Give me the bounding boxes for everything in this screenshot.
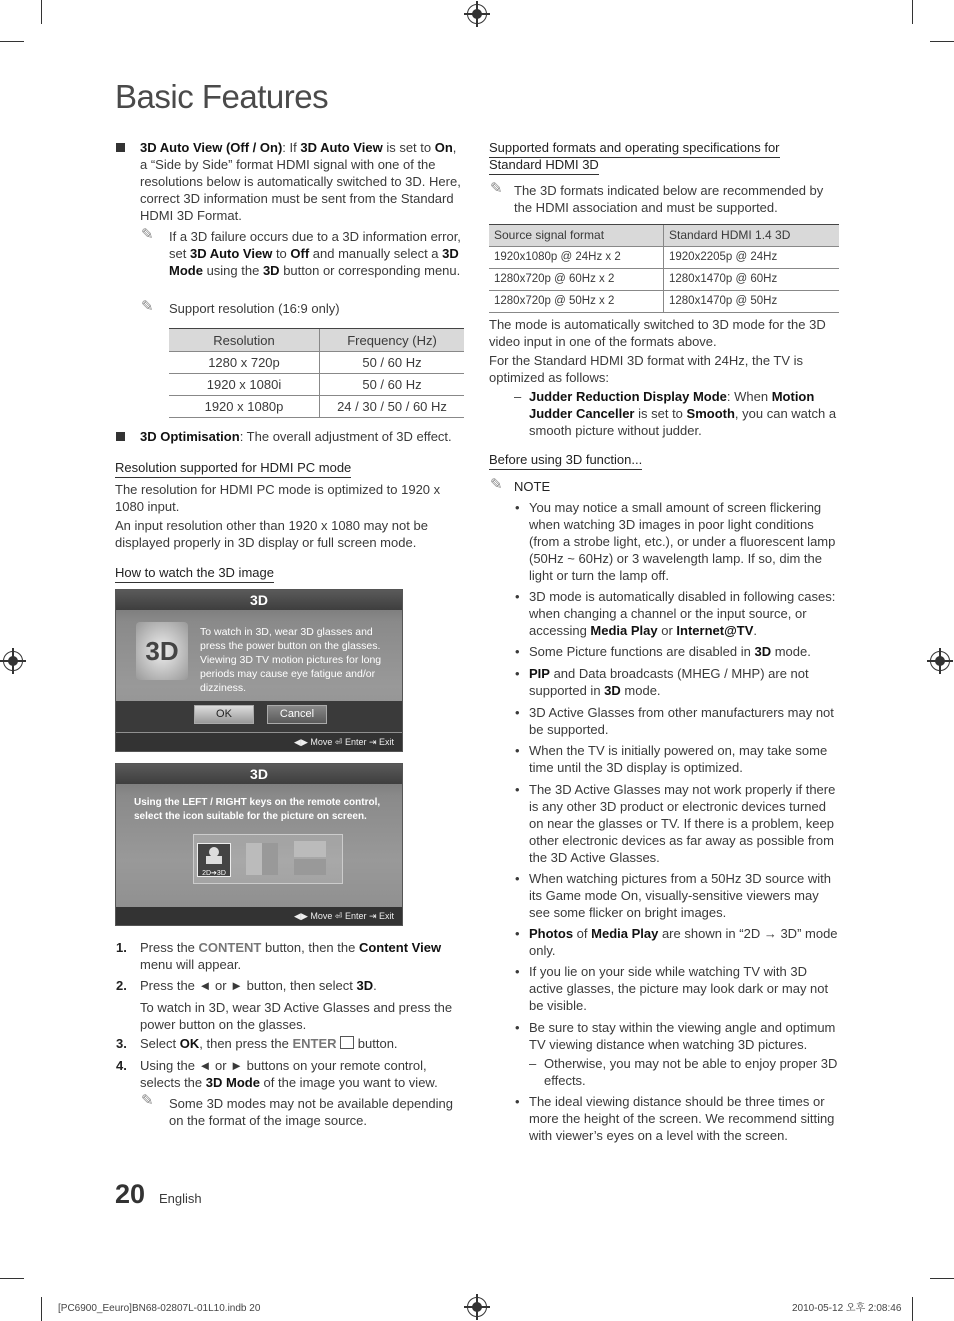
osd-button-bar: [116, 701, 402, 732]
resolution-table: [169, 328, 464, 418]
crop-mark: [930, 41, 954, 42]
section-heading: Before using 3D function...: [489, 451, 642, 468]
note-label: NOTE: [514, 479, 551, 494]
auto-view-note: If a 3D failure occurs due to a 3D information error, set 3D Auto View to Off and manually select a 3D Mode using the 3D button or corresponding menu.: [169, 229, 461, 278]
bullet-square-icon: [116, 432, 125, 441]
table-row: [489, 291, 839, 313]
registration-mark-icon: [467, 1297, 487, 1317]
note-item: Be sure to stay within the viewing angle and optimum TV viewing distance when watching 3D pictures.: [529, 1020, 836, 1052]
samsung-3d-logo-icon: 3D: [136, 622, 188, 680]
table-cell: 1920x2205p @ 24Hz: [664, 247, 840, 269]
formats-note: The 3D formats indicated below are recommended by the HDMI association and must be supported.: [514, 183, 824, 215]
note-item: PIP and Data broadcasts (MHEG / MHP) are not supported in 3D mode.: [529, 666, 809, 698]
table-cell: 24 / 30 / 50 / 60 Hz: [320, 396, 465, 418]
bullet-dot: •: [515, 782, 520, 797]
table-cell: 1920x1080p @ 24Hz x 2: [489, 247, 664, 269]
step-2-detail: To watch in 3D, wear 3D Active Glasses and press the power button on the glasses.: [140, 1000, 453, 1032]
page-title: Basic Features: [115, 78, 329, 115]
osd-message: To watch in 3D, wear 3D glasses and press the power button on the glasses. Viewing 3D TV motion pictures for long periods may cause eye fatigue and/or dizziness.: [200, 626, 382, 694]
mode-icon-panel: [193, 834, 343, 884]
registration-mark-icon: [3, 651, 23, 671]
note-item: If you lie on your side while watching TV with 3D active glasses, the picture may look dark or may not be visible.: [529, 964, 829, 1013]
step-1: Press the CONTENT button, then the Content View menu will appear.: [140, 940, 442, 972]
bullet-dot: •: [515, 705, 520, 720]
step-number: 1.: [116, 940, 127, 955]
crop-mark: [0, 41, 24, 42]
mode-2d-3d-icon[interactable]: 2D➔3D: [197, 843, 231, 877]
bullet-dot: •: [515, 500, 520, 515]
registration-mark-icon: [467, 4, 487, 24]
note-item: When watching pictures from a 50Hz 3D source with its Game mode On, visually-sensitive viewers may see some flicker on bright images.: [529, 871, 832, 920]
table-cell: 1280x1470p @ 50Hz: [664, 291, 840, 313]
registration-mark-icon: [930, 651, 950, 671]
bullet-dot: •: [515, 666, 520, 681]
page-language: English: [159, 1191, 202, 1206]
formats-paragraph: The mode is automatically switched to 3D mode for the 3D video input in one of the formats above.: [489, 317, 826, 349]
table-cell: 1280x720p @ 60Hz x 2: [489, 269, 664, 291]
table-header: Standard HDMI 1.4 3D: [664, 225, 840, 247]
crop-mark: [41, 1297, 42, 1321]
crop-mark: [912, 1297, 913, 1321]
note-item: When the TV is initially powered on, may take some time until the 3D display is optimized.: [529, 743, 828, 775]
table-row: [489, 247, 839, 269]
bullet-dot: •: [515, 871, 520, 886]
crop-mark: [0, 1278, 24, 1279]
osd-3d-mode-screenshot: [115, 763, 403, 926]
note-pencil-icon: ✎: [490, 476, 503, 493]
step-number: 4.: [116, 1058, 127, 1073]
section-heading: How to watch the 3D image: [115, 564, 274, 581]
mode-side-by-side-icon[interactable]: [246, 843, 278, 875]
table-cell: 50 / 60 Hz: [320, 374, 465, 396]
table-header: Source signal format: [489, 225, 664, 247]
table-row: [169, 374, 464, 396]
step-number: 3.: [116, 1036, 127, 1051]
enter-key-icon: [340, 1036, 354, 1049]
note-item: 3D mode is automatically disabled in following cases: when changing a channel or the input source, or accessing Media Play or Internet@TV.: [529, 589, 836, 638]
bullet-dot: •: [515, 926, 520, 941]
table-cell: 1920 x 1080i: [169, 374, 320, 396]
dash-bullet: –: [514, 389, 522, 404]
optimisation-paragraph: 3D Optimisation: The overall adjustment of 3D effect.: [140, 429, 452, 444]
bullet-dot: •: [515, 743, 520, 758]
bullet-dot: •: [515, 1020, 520, 1035]
note-item: The 3D Active Glasses may not work properly if there is any other 3D product or electronic devices turned on near the glasses or TV. If there is a problem, keep other electronic devices as far away as possible from the 3D Active Glasses.: [529, 782, 836, 865]
bullet-dot: •: [515, 589, 520, 604]
osd-navigation-bar: ◀▶ Move ⏎ Enter ⇥ Exit: [116, 907, 402, 925]
step-note: Some 3D modes may not be available depending on the format of the image source.: [169, 1096, 454, 1128]
pc-mode-paragraph: The resolution for HDMI PC mode is optimized to 1920 x 1080 input.: [115, 482, 441, 514]
step-3: Select OK, then press the ENTER button.: [140, 1036, 398, 1051]
judder-item: Judder Reduction Display Mode: When Motion Judder Canceller is set to Smooth, you can watch a smooth picture without judder.: [529, 389, 837, 438]
note-pencil-icon: ✎: [141, 1092, 154, 1109]
bullet-dot: •: [515, 964, 520, 979]
pc-mode-paragraph: An input resolution other than 1920 x 1080 may not be displayed properly in 3D display or full screen mode.: [115, 518, 428, 550]
auto-view-paragraph: 3D Auto View (Off / On): If 3D Auto View is set to On, a “Side by Side” format HDMI signal with one of the resolutions below is automatically switched to 3D. Here, correct 3D information must be sent from the Standard HDMI 3D Format.: [140, 140, 461, 223]
note-item: 3D Active Glasses from other manufacturers may not be supported.: [529, 705, 834, 737]
osd-3d-warning-screenshot: [115, 589, 403, 752]
note-pencil-icon: ✎: [141, 226, 154, 243]
mode-top-bottom-icon[interactable]: [294, 841, 326, 875]
bullet-dot: •: [515, 1094, 520, 1109]
osd-navigation-bar: ◀▶ Move ⏎ Enter ⇥ Exit: [116, 733, 402, 751]
osd-message: Using the LEFT / RIGHT keys on the remote control, select the icon suitable for the picture on screen.: [134, 797, 381, 822]
crop-mark: [912, 0, 913, 24]
ok-button[interactable]: OK: [194, 705, 254, 724]
page-number: 20: [115, 1179, 146, 1209]
step-4: Using the ◄ or ► buttons on your remote control, selects the 3D Mode of the image you want to view.: [140, 1058, 438, 1090]
note-pencil-icon: ✎: [490, 180, 503, 197]
note-item: Photos of Media Play are shown in “2D → 3D” mode only.: [529, 926, 838, 958]
section-heading: Resolution supported for HDMI PC mode: [115, 459, 351, 476]
table-cell: 50 / 60 Hz: [320, 352, 465, 374]
osd-title: 3D: [116, 764, 402, 784]
bullet-dot: •: [515, 644, 520, 659]
cancel-button[interactable]: Cancel: [267, 705, 327, 724]
note-sub-item: Otherwise, you may not be able to enjoy proper 3D effects.: [544, 1056, 838, 1088]
formats-paragraph: For the Standard HDMI 3D format with 24Hz, the TV is optimized as follows:: [489, 353, 804, 385]
bullet-square-icon: [116, 143, 125, 152]
step-number: 2.: [116, 978, 127, 993]
table-header: Resolution: [169, 329, 320, 352]
table-cell: 1280x1470p @ 60Hz: [664, 269, 840, 291]
table-row: [489, 269, 839, 291]
table-cell: 1920 x 1080p: [169, 396, 320, 418]
note-item: Some Picture functions are disabled in 3D mode.: [529, 644, 811, 659]
note-item: The ideal viewing distance should be three times or more the height of the screen. We recommend sitting with viewer’s eyes on a level with the screen.: [529, 1094, 835, 1143]
table-cell: 1280 x 720p: [169, 352, 320, 374]
crop-mark: [930, 1278, 954, 1279]
footer-file-info: [PC6900_Eeuro]BN68-02807L-01L10.indb 20: [58, 1303, 261, 1314]
table-cell: 1280x720p @ 50Hz x 2: [489, 291, 664, 313]
table-row: [169, 352, 464, 374]
table-header: Frequency (Hz): [320, 329, 465, 352]
section-heading: Supported formats and operating specifications for Standard HDMI 3D: [489, 139, 829, 173]
footer-timestamp: 2010-05-12 오후 2:08:46: [792, 1303, 902, 1314]
note-pencil-icon: ✎: [141, 298, 154, 315]
support-resolution-note: Support resolution (16:9 only): [169, 301, 340, 316]
osd-title: 3D: [116, 590, 402, 610]
crop-mark: [41, 0, 42, 24]
hdmi-format-table: [489, 224, 839, 313]
dash-bullet: –: [529, 1056, 537, 1071]
note-item: You may notice a small amount of screen flickering when watching 3D images in poor light conditions (from a strobe light, etc.), or under a fluorescent lamp (50Hz ~ 60Hz) or 3 wavelength lamp. If so, dim the light or turn the lamp off.: [529, 500, 836, 583]
table-row: [169, 396, 464, 418]
step-2: Press the ◄ or ► button, then select 3D.: [140, 978, 377, 993]
